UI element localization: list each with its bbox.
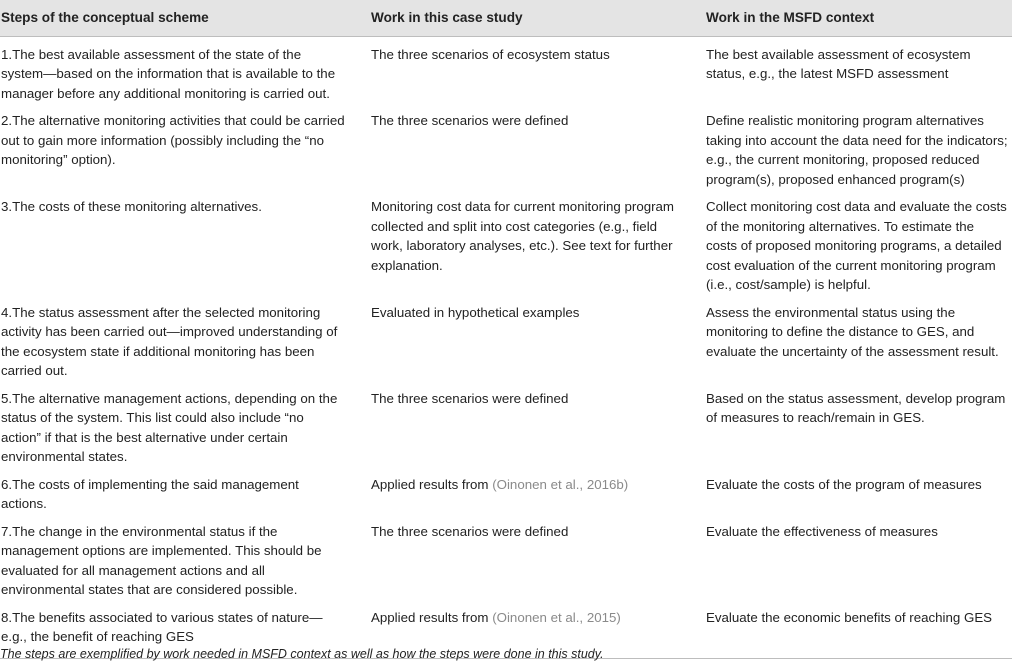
table-row xyxy=(0,295,1012,381)
case-study-text: Applied results from xyxy=(371,476,493,492)
case-study-cell: The three scenarios of ecosystem status xyxy=(371,46,610,62)
msfd-cell: Based on the status assessment, develop program of measures to reach/remain in GES. xyxy=(706,390,1006,425)
case-study-cell: The three scenarios were defined xyxy=(371,390,569,406)
case-study-cell: The three scenarios were defined xyxy=(371,523,569,539)
table-row xyxy=(0,514,1012,600)
table-row xyxy=(0,189,1012,295)
msfd-cell: Define realistic monitoring program alternatives taking into account the data need for the indicators; e.g., the current monitoring, proposed reduced program(s), proposed enhanced program(s) xyxy=(706,113,1008,187)
case-study-cell: The three scenarios were defined xyxy=(371,113,569,128)
header-work-case-study: Work in this case study xyxy=(370,0,706,36)
step-cell: 4.The status assessment after the selected monitoring activity has been carried out—improved understanding of the ecosystem state if additional monitoring has been carried out. xyxy=(1,304,338,378)
table-row xyxy=(0,36,1012,103)
step-cell: 8.The benefits associated to various states of nature—e.g., the benefit of reaching GES xyxy=(0,600,370,659)
msfd-cell: Evaluate the economic benefits of reaching GES xyxy=(706,600,1012,659)
table-row xyxy=(0,103,1012,189)
step-cell: 5.The alternative management actions, depending on the status of the system. This list could also include “no action” if that is the best alternative under certain environmental states. xyxy=(1,390,338,464)
step-cell: 6.The costs of implementing the said management actions. xyxy=(1,476,299,511)
table-caption: The steps are exemplified by work needed in MSFD context as well as how the steps were done in this study. xyxy=(0,647,604,661)
header-steps: Steps of the conceptual scheme xyxy=(0,0,370,36)
citation-link[interactable]: (Oinonen et al., 2015) xyxy=(492,609,621,625)
case-study-cell: Monitoring cost data for current monitoring program collected and split into cost categories (e.g., field work, laboratory analyses, etc.). See text for further explanation. xyxy=(371,199,675,273)
msfd-cell: Evaluate the costs of the program of measures xyxy=(706,476,982,492)
step-cell: 1.The best available assessment of the state of the system—based on the information that is available to the manager before any additional monitoring is carried out. xyxy=(1,46,336,101)
table-row xyxy=(0,381,1012,467)
step-cell: 7.The change in the environmental status if the management options are implemented. This should be evaluated for all management actions and all environmental states that are considered possible. xyxy=(1,523,322,597)
table-row xyxy=(0,467,1012,514)
citation-link[interactable]: (Oinonen et al., 2016b) xyxy=(492,476,629,492)
header-row xyxy=(0,0,1012,36)
msfd-cell: Evaluate the effectiveness of measures xyxy=(706,523,938,539)
case-study-cell: Evaluated in hypothetical examples xyxy=(371,304,580,320)
msfd-cell: Assess the environmental status using the monitoring to define the distance to GES, and evaluate the uncertainty of the assessment result. xyxy=(706,304,999,359)
case-study-cell xyxy=(370,467,706,514)
case-study-text: Applied results from xyxy=(371,609,493,625)
step-cell: 3.The costs of these monitoring alternatives. xyxy=(1,199,262,214)
msfd-cell: Collect monitoring cost data and evaluate the costs of the monitoring alternatives. To estimate the costs of proposed monitoring programs, a detailed cost evaluation of the current monitoring program (i.e., cost/sample) is helpful. xyxy=(706,199,1007,292)
step-cell: 2.The alternative monitoring activities that could be carried out to gain more information (possibly including the “no monitoring” option). xyxy=(1,113,345,167)
header-work-msfd: Work in the MSFD context xyxy=(706,0,1012,36)
msfd-cell: The best available assessment of ecosystem status, e.g., the latest MSFD assessment xyxy=(706,46,971,81)
